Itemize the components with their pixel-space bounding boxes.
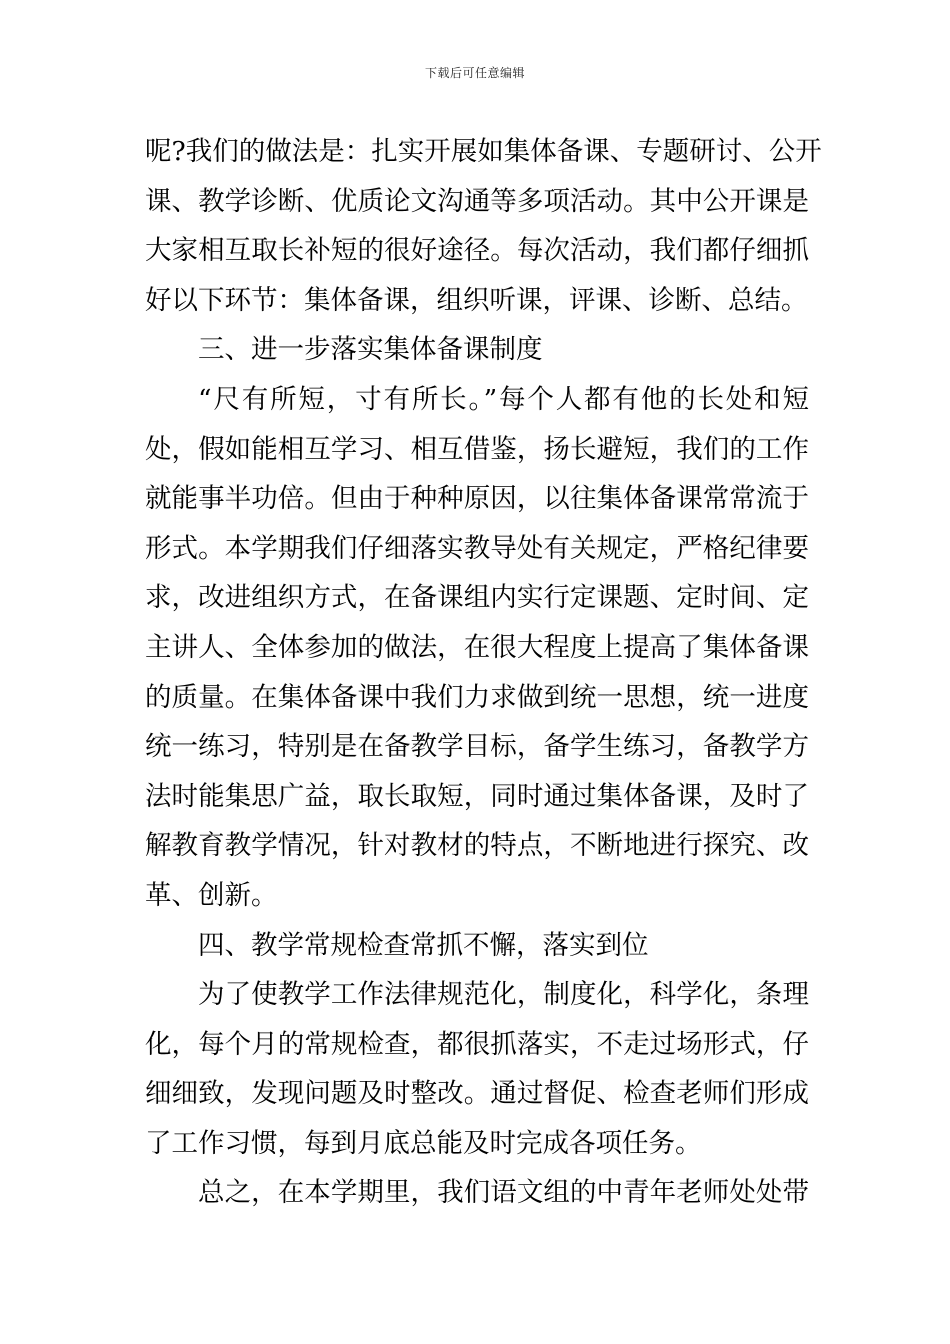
text-line: 好以下环节：集体备课，组织听课，评课、诊断、总结。 [145,284,808,316]
page-header: 下载后可任意编辑 [424,66,525,80]
text-line: 解教育教学情况，针对教材的特点，不断地进行探究、改 [145,830,809,862]
text-line: 化，每个月的常规检查，都很抓落实，不走过场形式，仔 [145,1028,809,1060]
text-line: 为了使教学工作法律规范化，制度化，科学化，条理 [198,979,809,1011]
text-line: “尺有所短，寸有所长。”每个人都有他的长处和短 [198,383,809,415]
text-line: 的质量。在集体备课中我们力求做到统一思想，统一进度 [145,681,809,713]
text-line: 主讲人、全体参加的做法，在很大程度上提高了集体备课 [145,631,809,663]
text-line: 细细致，发现问题及时整改。通过督促、检查老师们形成 [145,1078,809,1110]
document-body [145,127,822,1218]
text-line: 法时能集思广益，取长取短，同时通过集体备课，及时了 [145,780,809,812]
text-line: 总之，在本学期里，我们语文组的中青年老师处处带 [198,1177,809,1209]
text-line: 大家相互取长补短的很好途径。每次活动，我们都仔细抓 [145,235,809,267]
text-line: 三、进一步落实集体备课制度 [198,334,543,366]
text-line: 革、创新。 [145,879,278,911]
text-line: 处，假如能相互学习、相互借鉴，扬长避短，我们的工作 [145,433,809,465]
text-line: 课、教学诊断、优质论文沟通等多项活动。其中公开课是 [145,185,809,217]
text-line: 统一练习，特别是在备教学目标，备学生练习，备教学方 [145,731,809,763]
text-line: 求，改进组织方式，在备课组内实行定课题、定时间、定 [145,582,809,614]
text-line: 四、教学常规检查常抓不懈，落实到位 [198,929,649,961]
text-line: 呢?我们的做法是：扎实开展如集体备课、专题研讨、公开 [145,136,822,167]
text-line: 形式。本学期我们仔细落实教导处有关规定，严格纪律要 [145,532,809,564]
text-line: 了工作习惯，每到月底总能及时完成各项任务。 [145,1127,702,1159]
text-line: 就能事半功倍。但由于种种原因，以往集体备课常常流于 [145,483,809,515]
